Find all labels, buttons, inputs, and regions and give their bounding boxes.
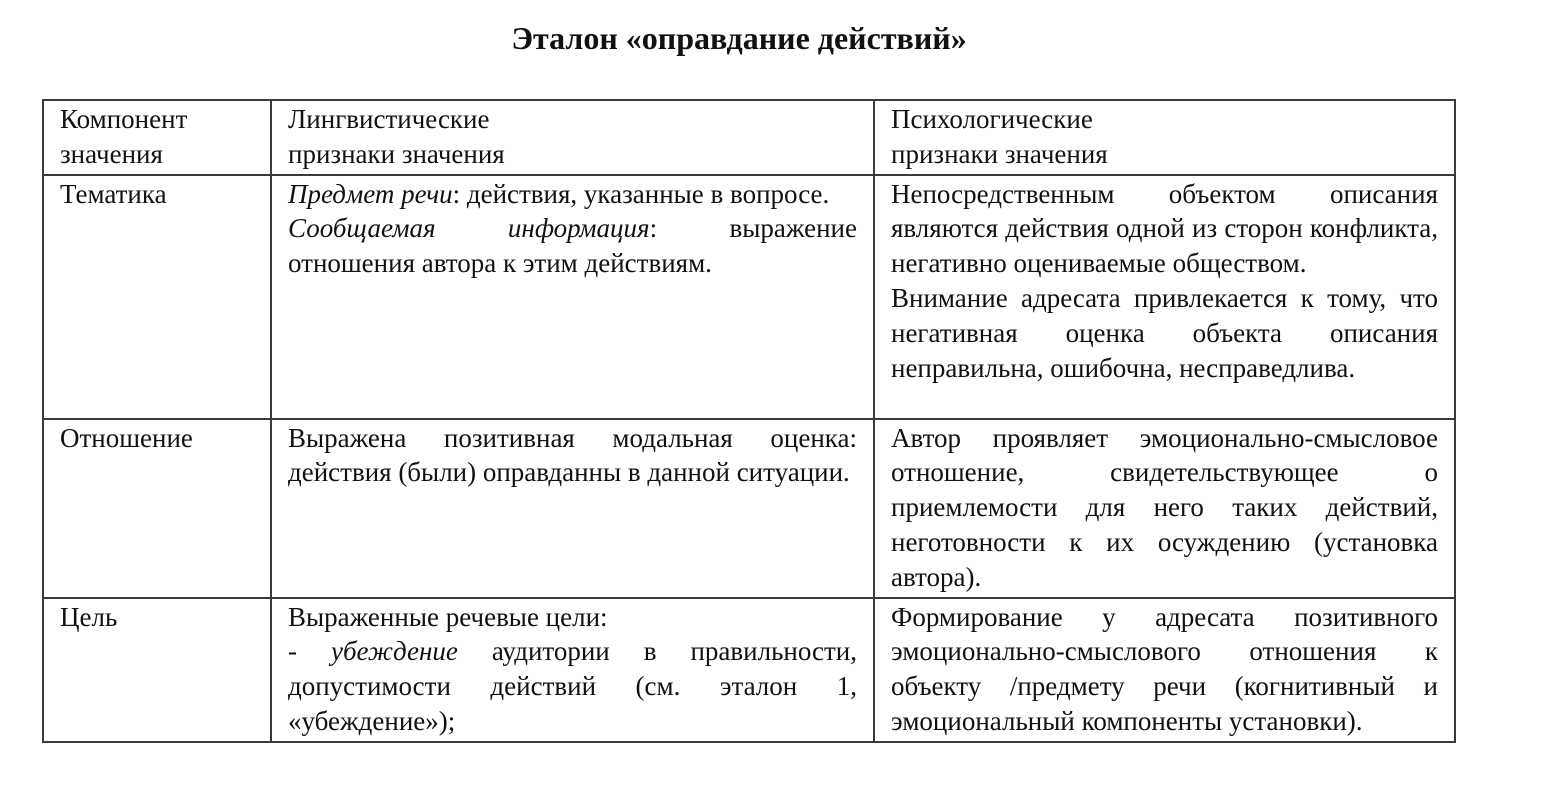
row-topic-linguistic xyxy=(271,175,874,419)
topic-psych-paragraph-2: Внимание адресата привлекается к тому, что негативная оценка объекта описания неправильна, ошибочна, несправедлива. xyxy=(891,282,1438,383)
goal-item-text: аудитории в правильности, допустимости действий (см. эталон 1, «убеждение»); xyxy=(288,636,857,736)
header-linguistic xyxy=(271,100,874,175)
topic-subject-text: : действия, указанные в вопросе. xyxy=(452,178,830,209)
goal-item-prefix: - xyxy=(288,636,331,667)
document-title: Эталон «оправдание действий» xyxy=(511,20,967,56)
table-row xyxy=(43,598,1455,742)
topic-subject-paragraph xyxy=(288,177,857,212)
header-linguistic-line2: признаки значения xyxy=(288,138,505,169)
row-attitude-psychological: Автор проявляет эмоционально-смысловое отношение, свидетельствующее о приемлемости для него таких действий, неготовности к их осуждению (установка автора). xyxy=(874,419,1455,598)
header-linguistic-line1: Лингвистические xyxy=(288,104,490,134)
standard-table xyxy=(42,99,1456,743)
topic-info-term: Сообщаемая информация xyxy=(288,213,650,244)
topic-info-paragraph xyxy=(288,211,857,281)
row-goal-linguistic xyxy=(271,598,874,742)
row-component-attitude: Отношение xyxy=(43,419,271,598)
header-component-line2: значения xyxy=(60,138,163,169)
row-component-topic: Тематика xyxy=(43,175,271,419)
header-psychological-line1: Психологические xyxy=(891,104,1093,134)
table-row xyxy=(43,419,1455,598)
topic-psych-paragraph-1: Непосредственным объектом описания являются действия одной из сторон конфликта, негативно оцениваемые обществом. xyxy=(891,178,1438,279)
header-psychological-line2: признаки значения xyxy=(891,138,1108,169)
row-topic-psychological xyxy=(874,175,1455,419)
topic-subject-term: Предмет речи xyxy=(288,178,453,209)
goal-linguistic-line1: Выраженные речевые цели: xyxy=(288,601,608,632)
header-psychological xyxy=(874,100,1455,175)
row-component-goal: Цель xyxy=(43,598,271,742)
header-component xyxy=(43,100,271,175)
table-row xyxy=(43,175,1455,419)
row-attitude-linguistic: Выражена позитивная модальная оценка: действия (были) оправданны в данной ситуации. xyxy=(271,419,874,598)
table-header-row xyxy=(43,100,1455,175)
topic-info-text: : выражение отношения автора к этим действиям. xyxy=(288,213,857,279)
row-goal-psychological: Формирование у адресата позитивного эмоционально-смыслового отношения к объекту /предмету речи (когнитивный и эмоциональный компоненты установки). xyxy=(874,598,1455,742)
goal-item-term: убеждение xyxy=(330,636,458,667)
header-component-line1: Компонент xyxy=(60,104,188,134)
goal-linguistic-item xyxy=(288,634,857,738)
